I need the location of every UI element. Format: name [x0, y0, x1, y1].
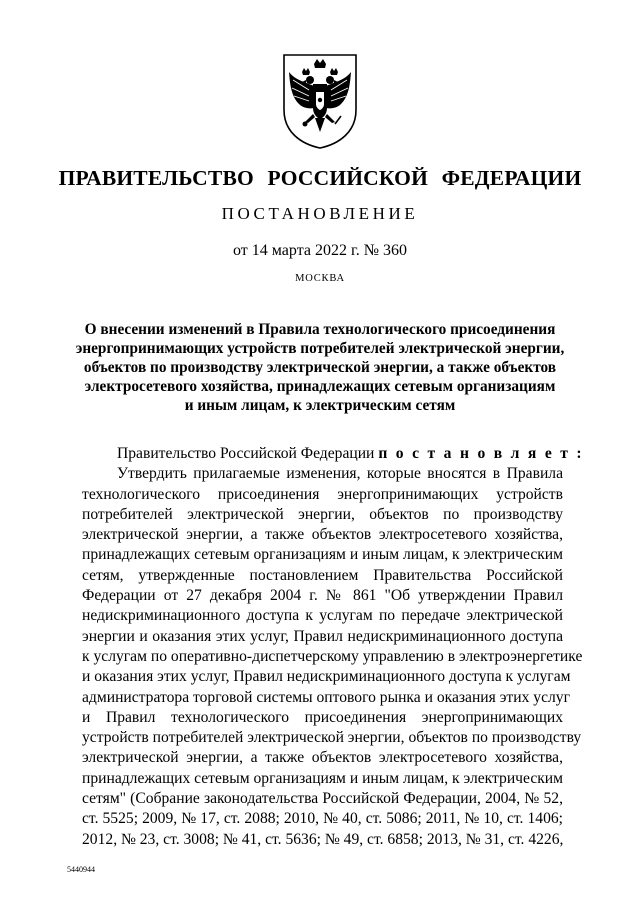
subject-line: энергопринимающих устройств потребителей электрической энергии, [75, 340, 565, 357]
subject-line: электросетевого хозяйства, принадлежащих сетевым организациям [84, 378, 556, 395]
body-line: Федерации от 27 декабря 2004 г. № 861 "Об утверждении Правил [82, 587, 563, 605]
body-line: недискриминационного доступа к услугам по передаче электрической [82, 607, 563, 625]
body-line: принадлежащих сетевым организациям и иным лицам, к электрическим [82, 769, 564, 787]
body-line: сетям, утвержденные постановлением Правительства Российской [82, 566, 563, 584]
body-line: и оказания этих услуг, Правил недискриминационного доступа к услугам [82, 668, 571, 686]
decree-word: п о с т а н о в л я е т : [378, 445, 584, 462]
document-code: 5440944 [67, 865, 95, 874]
document-city: МОСКВА [295, 273, 345, 284]
document-body [82, 444, 584, 850]
subject-line: объектов по производству электрической энергии, а также объектов [83, 359, 557, 376]
government-title: ПРАВИТЕЛЬСТВО РОССИЙСКОЙ ФЕДЕРАЦИИ [58, 166, 582, 190]
body-line: потребителей электрической энергии, объектов по производству [82, 505, 563, 523]
body-line: энергии и оказания этих услуг, Правил недискриминационного доступа [82, 627, 563, 645]
body-line: электрической энергии, а также объектов электросетевого хозяйства, [82, 526, 563, 544]
body-line: 2012, № 23, ст. 3008; № 41, ст. 5636; № 49, ст. 6858; 2013, № 31, ст. 4226, [82, 830, 564, 848]
preamble-text: Правительство Российской Федерации [117, 445, 375, 462]
document-type: ПОСТАНОВЛЕНИЕ [221, 204, 419, 223]
body-line: к услугам по оперативно-диспетчерскому управлению в электроэнергетике [82, 647, 583, 665]
subject-line: О внесении изменений в Правила технологического присоединения [84, 321, 556, 338]
preamble-line [82, 444, 584, 464]
coat-of-arms-icon [281, 52, 359, 150]
document-subject [60, 320, 580, 415]
body-line: администратора торговой системы оптового рынка и оказания этих услуг [82, 688, 570, 706]
subject-line: и иным лицам, к электрическим сетям [184, 397, 456, 414]
body-line: и Правил технологического присоединения энергопринимающих [82, 708, 563, 726]
body-line: электрической энергии, а также объектов электросетевого хозяйства, [82, 749, 563, 767]
body-line: устройств потребителей электрической энергии, объектов по производству [82, 729, 582, 747]
document-date-number: от 14 марта 2022 г. № 360 [233, 242, 407, 259]
body-line: Утвердить прилагаемые изменения, которые вносятся в Правила [117, 465, 563, 483]
body-line: принадлежащих сетевым организациям и иным лицам, к электрическим [82, 546, 564, 564]
body-line: ст. 5525; 2009, № 17, ст. 2088; 2010, № 40, ст. 5086; 2011, № 10, ст. 1406; [82, 810, 563, 828]
body-line: технологического присоединения энергопринимающих устройств [82, 485, 563, 503]
body-line: сетям" (Собрание законодательства Российской Федерации, 2004, № 52, [82, 790, 563, 808]
